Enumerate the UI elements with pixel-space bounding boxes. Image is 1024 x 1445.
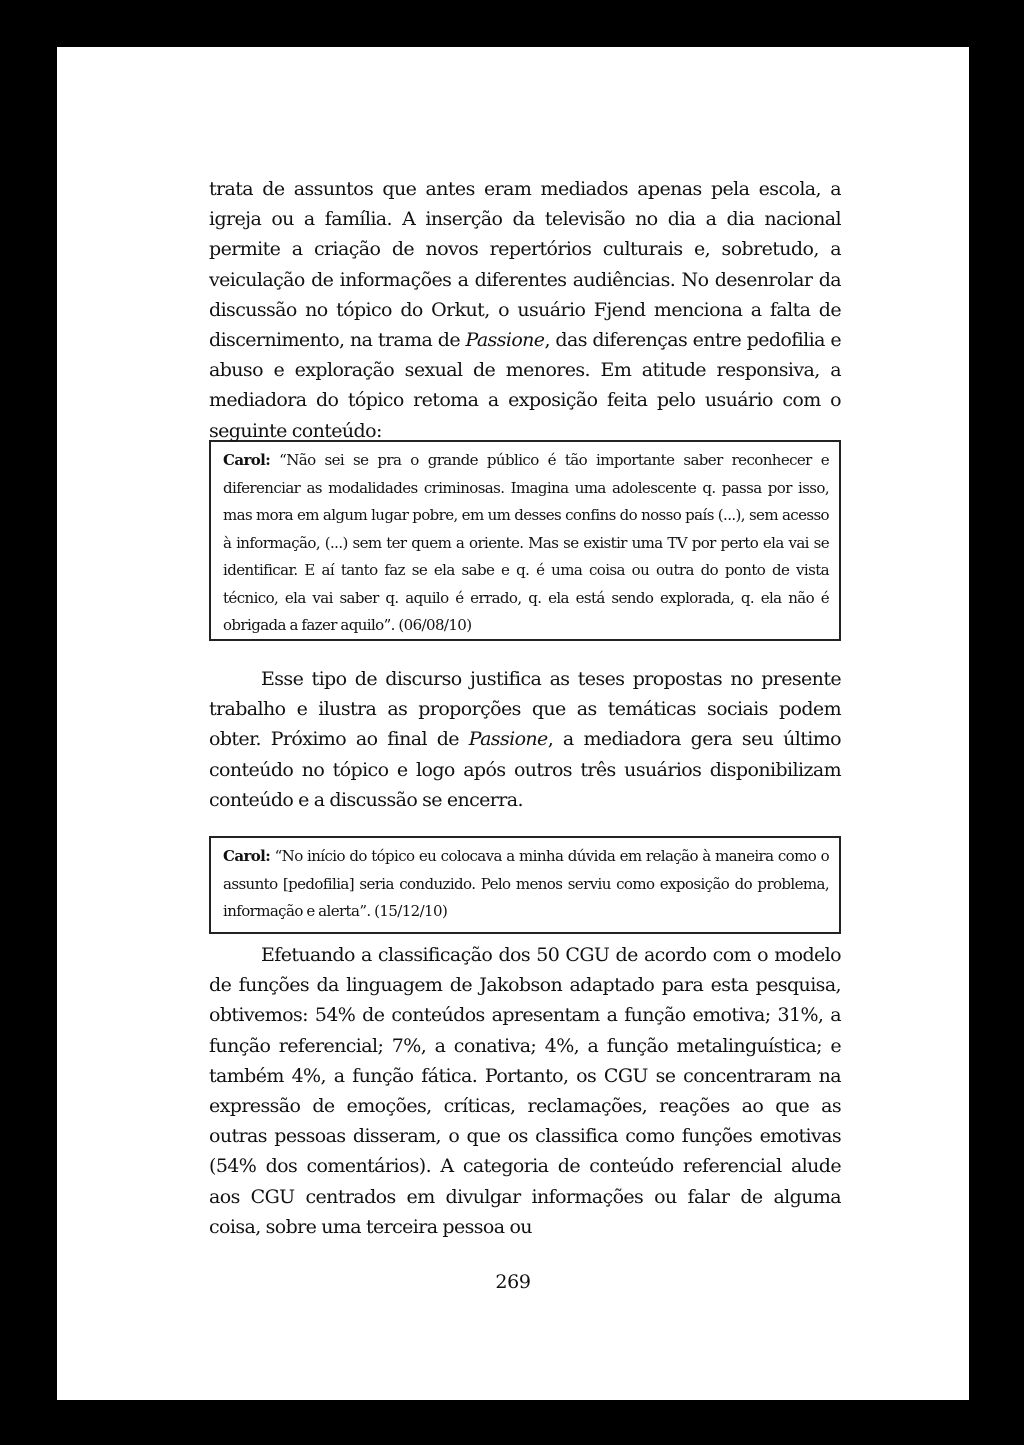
paragraph-1-italic: Passione — [465, 329, 545, 352]
quote-1-speaker: Carol: — [223, 451, 271, 469]
page-body — [209, 174, 841, 1242]
paragraph-1-text-b: , das diferenças entre pedofilia e abuso e exploração sexual de menores. Em atitude responsiva, a mediadora do tópico retoma a exposição feita pelo usuário com o seguinte conteúdo: — [209, 329, 841, 442]
paragraph-2-text-b: , a mediadora gera seu último conteúdo no tópico e logo após outros três usuários disponibilizam conteúdo e a discussão se encerra. — [209, 728, 841, 811]
paragraph-2 — [209, 664, 841, 816]
quote-2-speaker: Carol: — [223, 847, 271, 865]
paragraph-1-text-a: trata de assuntos que antes eram mediados apenas pela escola, a igreja ou a família. A inserção da televisão no dia a dia nacional permite a criação de novos repertórios culturais e, sobretudo, a veiculação de informações a diferentes audiências. No desenrolar da discussão no tópico do Orkut, o usuário Fjend menciona a falta de discernimento, na trama de — [209, 178, 841, 352]
page-number: 269 — [495, 1271, 531, 1293]
paragraph-1 — [209, 174, 841, 442]
paragraph-3 — [209, 940, 841, 1242]
paragraph-2-italic: Passione — [468, 728, 548, 751]
quote-box-2 — [209, 836, 841, 934]
book-page — [57, 47, 969, 1400]
paragraph-2-text-a: Esse tipo de discurso justifica as teses propostas no presente trabalho e ilustra as proporções que as temáticas sociais podem obter. Próximo ao final de — [209, 668, 841, 751]
quote-2-text: “No início do tópico eu colocava a minha dúvida em relação à maneira como o assunto [pedofilia] seria conduzido. Pelo menos serviu como exposição do problema, informação e alerta”. (15/12/10) — [223, 847, 829, 920]
quote-box-1 — [209, 440, 841, 641]
quote-1-text: “Não sei se pra o grande público é tão importante saber reconhecer e diferenciar as modalidades criminosas. Imagina uma adolescente q. passa por isso, mas mora em algum lugar pobre, em um desses confins do nosso país (...), sem acesso à informação, (...) sem ter quem a oriente. Mas se existir uma TV por perto ela vai se identificar. E aí tanto faz se ela sabe e q. é uma coisa ou outra do ponto de vista técnico, ela vai saber q. aquilo é errado, q. ela está sendo explorada, q. ela não é obrigada a fazer aquilo”. (06/08/10) — [223, 451, 829, 634]
paragraph-3-text: Efetuando a classificação dos 50 CGU de acordo com o modelo de funções da linguagem de Jakobson adaptado para esta pesquisa, obtivemos: 54% de conteúdos apresentam a função emotiva; 31%, a função referencial; 7%, a conativa; 4%, a função metalinguística; e também 4%, a função fática. Portanto, os CGU se concentraram na expressão de emoções, críticas, reclamações, reações ao que as outras pessoas disseram, o que os classifica como funções emotivas (54% dos comentários). A categoria de conteúdo referencial alude aos CGU centrados em divulgar informações ou falar de alguma coisa, sobre uma terceira pessoa ou — [209, 944, 841, 1238]
